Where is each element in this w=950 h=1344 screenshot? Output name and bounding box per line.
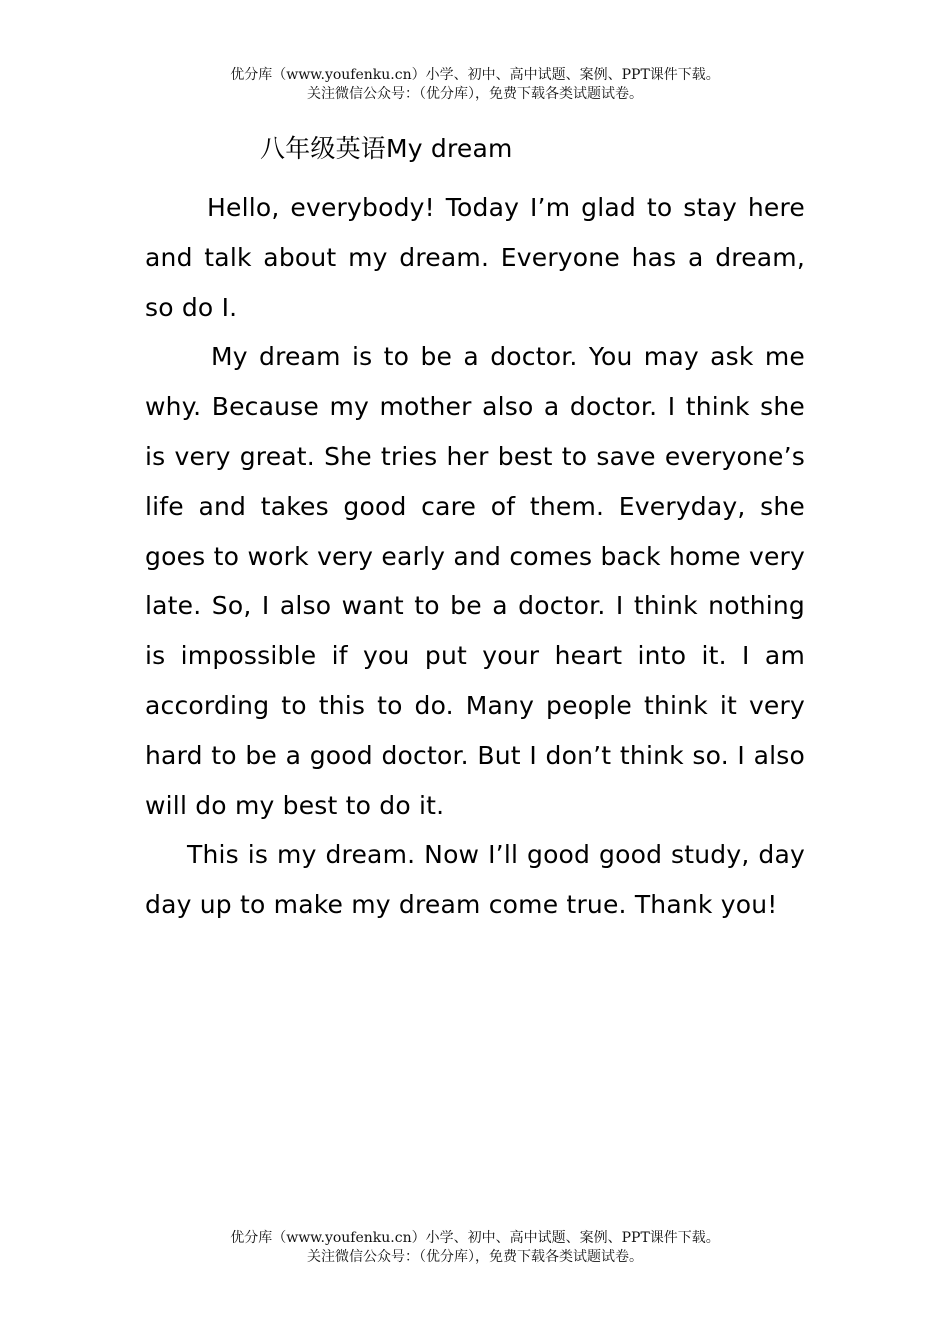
footer-line-1: 优分库（www.youfenku.cn）小学、初中、高中试题、案例、PPT课件下载。 — [230, 1230, 720, 1246]
document-body — [145, 125, 805, 930]
header-line-2: 关注微信公众号：（优分库），免费下载各类试题试卷。 — [307, 86, 643, 102]
paragraph-closing: This is my dream. Now I’ll good good study, day day up to make my dream come true. Thank you! — [145, 840, 805, 920]
paragraph-intro: Hello, everybody! Today I’m glad to stay here and talk about my dream. Everyone has a dream, so do I. — [145, 193, 805, 322]
title-chinese: 八年级英语 — [260, 134, 387, 163]
page-footer — [0, 1229, 950, 1267]
header-line-1: 优分库（www.youfenku.cn）小学、初中、高中试题、案例、PPT课件下载。 — [230, 67, 720, 83]
document-title — [145, 125, 805, 173]
footer-line-2: 关注微信公众号：（优分库），免费下载各类试题试卷。 — [307, 1249, 643, 1265]
title-english: My dream — [386, 134, 513, 163]
paragraph-dream: My dream is to be a doctor. You may ask me why. Because my mother also a doctor. I think she is very great. She tries her best to save everyone’s life and takes good care of them. Everyday, she goes to work very early and comes back home very late. So, I also want to be a doctor. I think nothing is impossible if you put your heart into it. I am according to this to do. Many people think it very hard to be a good doctor. But I don’t think so. I also will do my best to do it. — [145, 342, 805, 820]
page-header — [0, 66, 950, 104]
